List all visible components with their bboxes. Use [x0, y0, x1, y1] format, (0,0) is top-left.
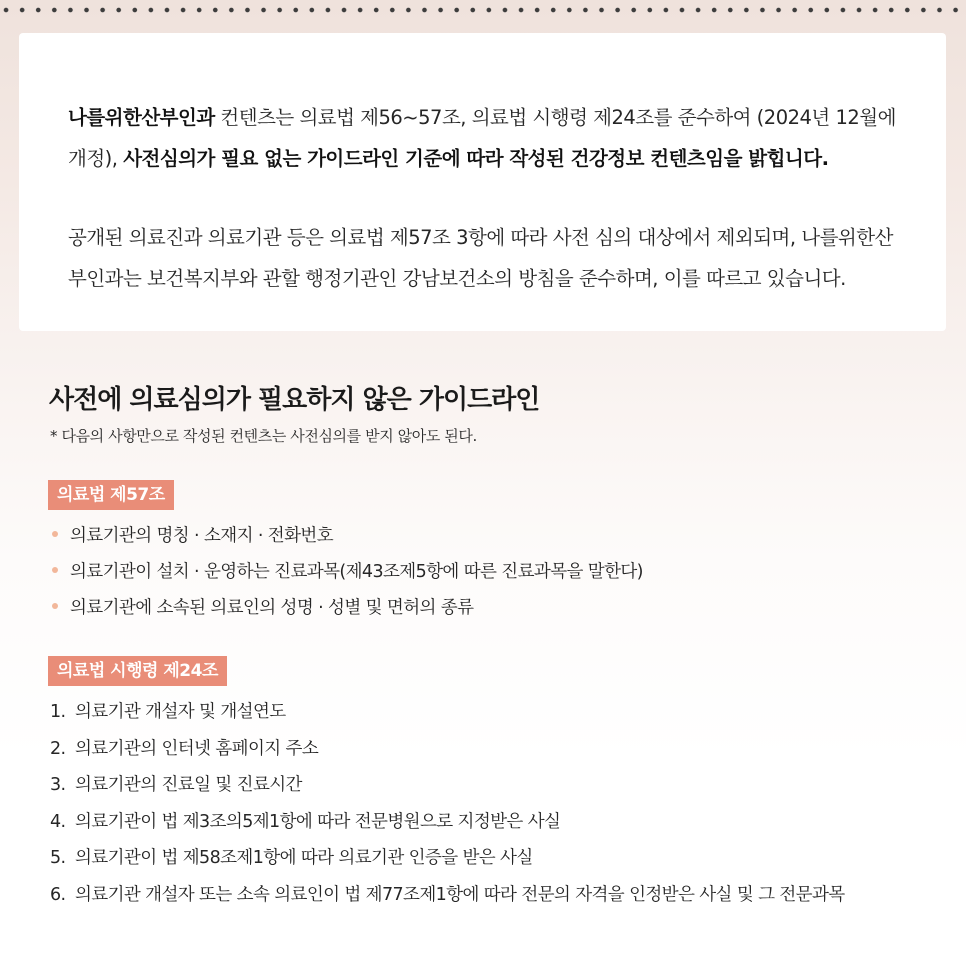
item-number: 5. — [50, 848, 66, 869]
list-item — [50, 807, 845, 844]
item-number: 1. — [50, 702, 66, 722]
item-number: 2. — [50, 738, 66, 759]
list-item-text: 의료기관이 법 제58조제1항에 따라 의료기관 인증을 받은 사실 — [75, 848, 533, 869]
list-item — [52, 593, 643, 629]
bullet-dot-icon — [52, 567, 58, 573]
bullet-dot-icon — [52, 603, 58, 609]
list-item-text: 의료기관에 소속된 의료인의 성명 · 성별 및 면허의 종류 — [70, 598, 474, 618]
list-item-text: 의료기관의 인터넷 홈페이지 주소 — [75, 738, 319, 759]
list-item-text: 의료기관 개설자 또는 소속 의료인이 법 제77조제1항에 따라 전문의 자격을 인정받은 사실 및 그 전문과목 — [75, 884, 845, 905]
bullet-dot-icon — [52, 531, 58, 537]
list-item — [50, 697, 845, 734]
list-item — [50, 880, 845, 917]
section-note: * 다음의 사항만으로 작성된 컨텐츠는 사전심의를 받지 않아도 된다. — [50, 427, 477, 445]
list-item-text: 의료기관의 진료일 및 진료시간 — [75, 775, 302, 796]
clinic-name: 나를위한산부인과 — [68, 106, 215, 129]
law-57-tag: 의료법 제57조 — [48, 480, 174, 510]
section-title: 사전에 의료심의가 필요하지 않은 가이드라인 — [49, 385, 540, 415]
list-item-text: 의료기관의 명칭 · 소재지 · 전화번호 — [70, 526, 334, 546]
disclaimer-text: 컨텐츠는 의료법 제56~57조, 의료법 시행령 제24조를 준수하여 (2024년 12월에 개정), — [68, 106, 896, 170]
item-number: 6. — [50, 884, 66, 905]
disclaimer-box — [19, 33, 946, 331]
list-item-text: 의료기관 개설자 및 개설연도 — [75, 702, 286, 722]
item-number: 3. — [50, 775, 66, 796]
disclaimer-paragraph-1 — [68, 97, 906, 179]
list-item — [50, 843, 845, 880]
list-item-text: 의료기관이 법 제3조의5제1항에 따라 전문병원으로 지정받은 사실 — [75, 811, 561, 832]
list-item-text: 의료기관이 설치 · 운영하는 진료과목(제43조제5항에 따른 진료과목을 말한다) — [70, 562, 643, 582]
list-item — [50, 734, 845, 771]
list-item — [50, 770, 845, 807]
disclaimer-emphasis: 사전심의가 필요 없는 가이드라인 기준에 따라 작성된 건강정보 컨텐츠임을 밝힙니다. — [123, 147, 829, 170]
disclaimer-paragraph-2: 공개된 의료진과 의료기관 등은 의료법 제57조 3항에 따라 사전 심의 대상에서 제외되며, 나를위한산부인과는 보건복지부와 관할 행정기관인 강남보건소의 방침을 준수하며, 이를 따르고 있습니다. — [68, 226, 893, 290]
law-57-list — [52, 521, 643, 629]
decree-24-tag: 의료법 시행령 제24조 — [48, 656, 227, 686]
decree-24-list — [50, 697, 845, 917]
list-item — [52, 557, 643, 593]
list-item — [52, 521, 643, 557]
item-number: 4. — [50, 811, 66, 832]
dotted-border — [0, 0, 966, 20]
